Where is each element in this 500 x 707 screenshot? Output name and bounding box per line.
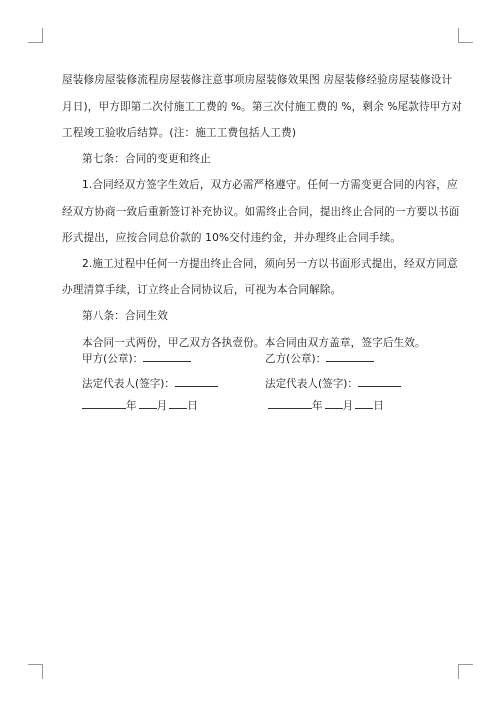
section-heading-7: 第七条：合同的变更和终止 <box>82 153 211 165</box>
party-a-label: 甲方(公章)： <box>82 353 144 365</box>
party-a-blank <box>143 350 191 362</box>
paragraph-line: 经双方协商一致后重新签订补充协议。如需终止合同，提出终止合同的一方要以书面 <box>62 206 460 218</box>
legal-rep-a-blank <box>175 375 218 387</box>
paragraph-line: 形式提出，应按合同总价款的 10%交付违约金，并办理终止合同手续。 <box>62 232 402 244</box>
paragraph-line: 月日)，甲方即第二次付施工工费的 %。第三次付施工费的 %，剩余 %尾款待甲方对 <box>62 101 463 113</box>
legal-rep-b-blank <box>358 375 401 387</box>
month-b-blank <box>325 397 343 409</box>
month-b-label: 月 <box>342 400 354 412</box>
legal-rep-a-signature <box>82 375 218 391</box>
paragraph-line: 屋装修房屋装修流程房屋装修注意事项房屋装修效果图 房屋装修经验房屋装修设计 <box>62 74 453 86</box>
legal-rep-b-signature <box>265 375 401 391</box>
day-a-label: 日 <box>187 400 198 412</box>
legal-rep-b-label: 法定代表人(签字)： <box>265 378 359 390</box>
party-a-signature <box>82 350 191 366</box>
year-b-blank <box>268 397 312 409</box>
section-heading-8: 第八条：合同生效 <box>82 310 168 322</box>
paragraph-line: 本合同一式两份，甲乙双方各执壹份。本合同由双方盖章，签字后生效。 <box>82 337 426 349</box>
paragraph-line: 工程竣工验收后结算。(注：施工工费包括人工费) <box>62 127 297 139</box>
day-b-label: 日 <box>373 400 384 412</box>
year-a-blank <box>82 397 126 409</box>
party-b-signature <box>265 350 374 366</box>
party-b-blank <box>326 350 374 362</box>
party-b-label: 乙方(公章)： <box>265 353 327 365</box>
date-b <box>268 397 384 413</box>
day-a-blank <box>169 397 187 409</box>
date-a <box>82 397 198 413</box>
year-b-label: 年 <box>312 400 323 412</box>
paragraph-line: 1.合同经双方签字生效后，双方必需严格遵守。任何一方需变更合同的内容，应 <box>82 179 458 191</box>
legal-rep-a-label: 法定代表人(签字)： <box>82 378 176 390</box>
month-a-blank <box>139 397 157 409</box>
paragraph-line: 2.施工过程中任何一方提出终止合同，须向另一方以书面形式提出，经双方同意 <box>82 258 458 270</box>
day-b-blank <box>355 397 373 409</box>
paragraph-line: 办理清算手续，订立终止合同协议后，可视为本合同解除。 <box>62 284 342 296</box>
month-a-label: 月 <box>156 400 168 412</box>
year-a-label: 年 <box>126 400 137 412</box>
